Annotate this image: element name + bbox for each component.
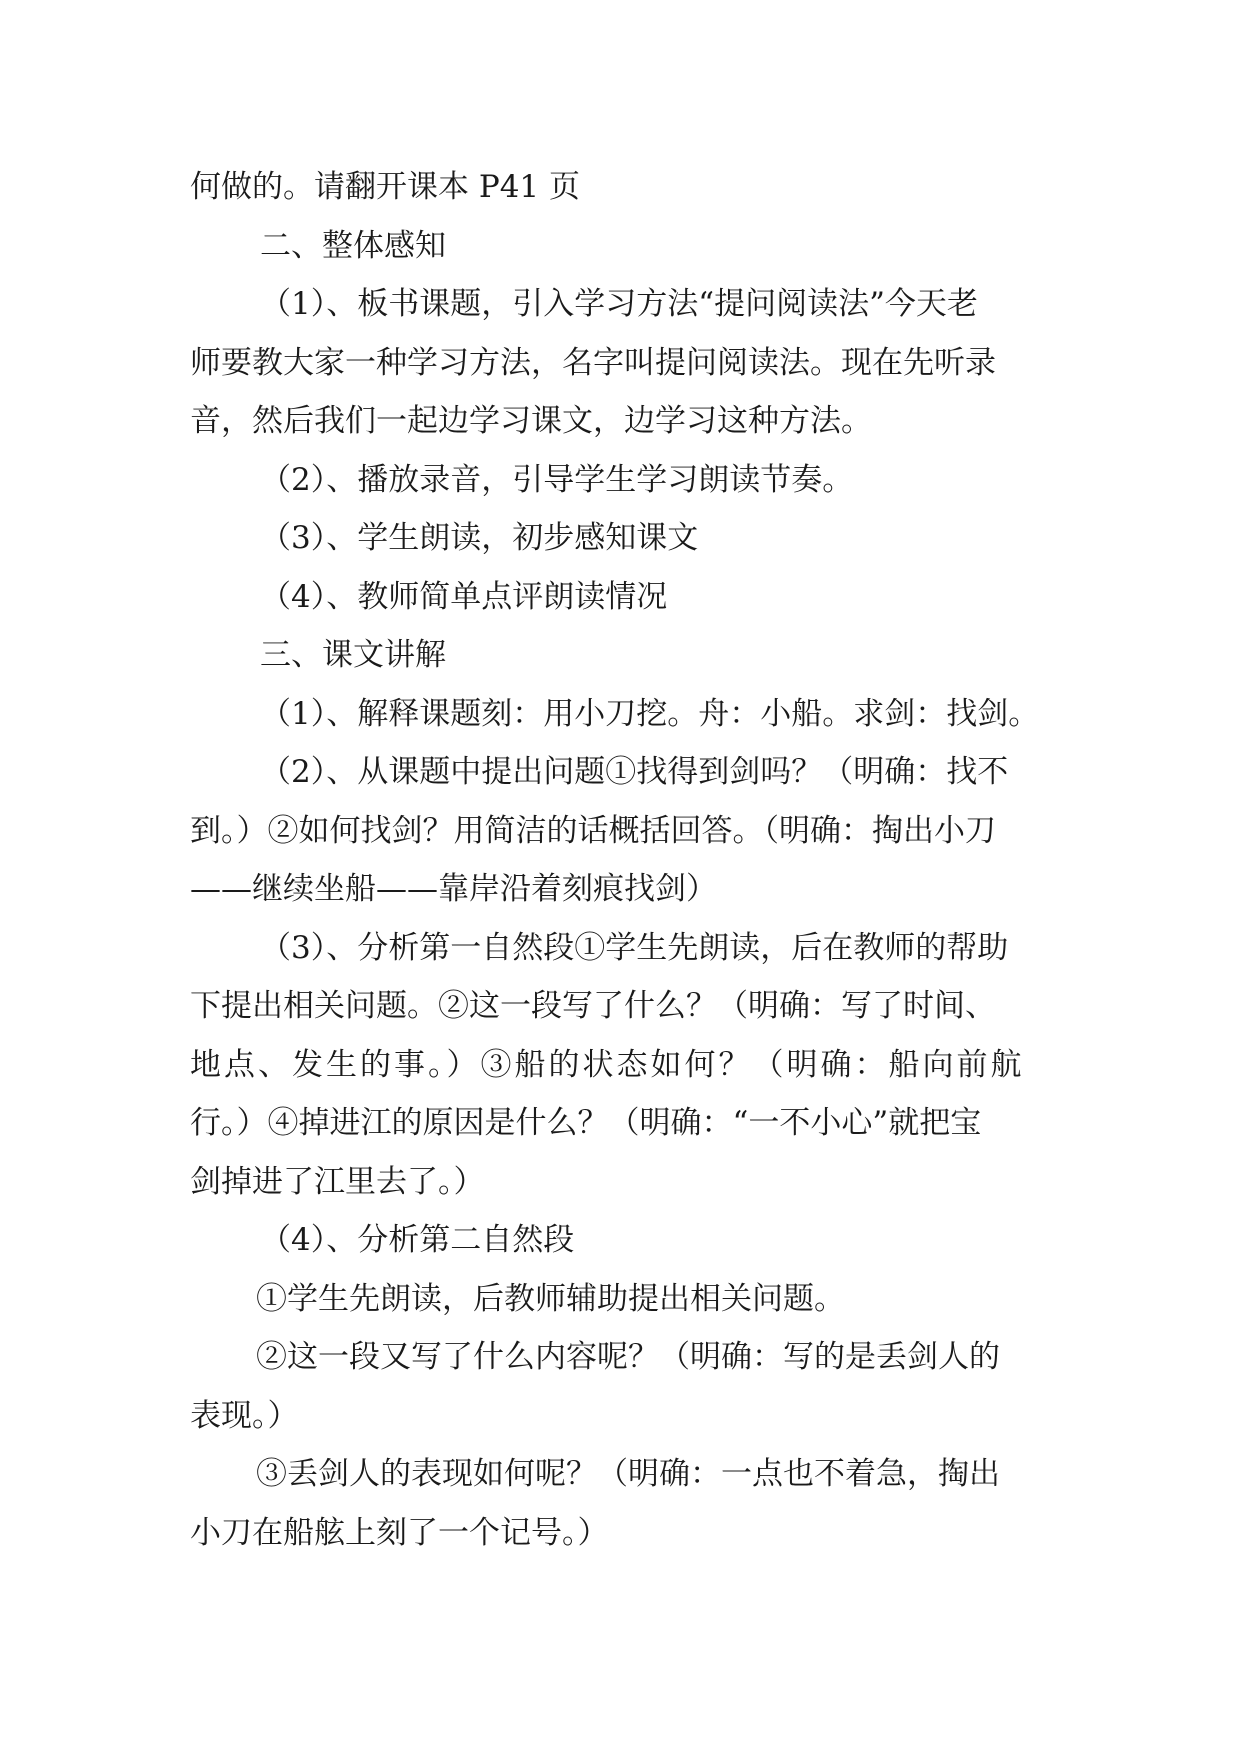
text-line: ——继续坐船——靠岸沿着刻痕找剑） bbox=[190, 871, 717, 907]
section-heading: 三、课文讲解 bbox=[260, 637, 446, 673]
text-line: （4）、分析第二自然段 bbox=[260, 1222, 575, 1258]
text-line: （2）、从课题中提出问题①找得到剑吗？（明确：找不 bbox=[260, 754, 1009, 790]
text-line: （3）、分析第一自然段①学生先朗读，后在教师的帮助 bbox=[260, 929, 1009, 966]
text-line: （2）、播放录音，引导学生学习朗读节奏。 bbox=[260, 461, 854, 498]
text-line: ①学生先朗读，后教师辅助提出相关问题。 bbox=[256, 1280, 845, 1317]
section-heading: 二、整体感知 bbox=[260, 227, 446, 264]
document-body bbox=[190, 158, 1070, 1562]
text-line: 小刀在船舷上刻了一个记号。） bbox=[190, 1514, 609, 1551]
text-line: 音，然后我们一起边学习课文，边学习这种方法。 bbox=[190, 403, 872, 439]
text-line: 师要教大家一种学习方法，名字叫提问阅读法。现在先听录 bbox=[190, 344, 996, 381]
text-line: 剑掉进了江里去了。） bbox=[190, 1163, 485, 1200]
text-line: （1）、解释课题刻：用小刀挖。舟：小船。求剑：找剑。 bbox=[260, 695, 1040, 732]
text-line: （3）、学生朗读，初步感知课文 bbox=[260, 520, 699, 556]
text-line: （1）、板书课题，引入学习方法“提问阅读法”今天老 bbox=[260, 286, 978, 322]
text-line: 表现。） bbox=[190, 1397, 299, 1434]
text-line: （4）、教师简单点评朗读情况 bbox=[260, 578, 668, 615]
text-line: 到。）②如何找剑？用简洁的话概括回答。（明确：掏出小刀 bbox=[190, 812, 996, 849]
text-line: 地点、发生的事。）③船的状态如何？（明确：船向前航 bbox=[190, 1046, 1025, 1083]
text-line: 何做的。请翻开课本 P41 页 bbox=[190, 169, 581, 205]
text-line: 行。）④掉进江的原因是什么？（明确：“一不小心”就把宝 bbox=[190, 1105, 982, 1141]
text-line: 下提出相关问题。②这一段写了什么？（明确：写了时间、 bbox=[190, 988, 996, 1024]
text-line: ②这一段又写了什么内容呢？（明确：写的是丢剑人的 bbox=[256, 1339, 1000, 1375]
text-line: ③丢剑人的表现如何呢？（明确：一点也不着急，掏出 bbox=[256, 1456, 1000, 1492]
